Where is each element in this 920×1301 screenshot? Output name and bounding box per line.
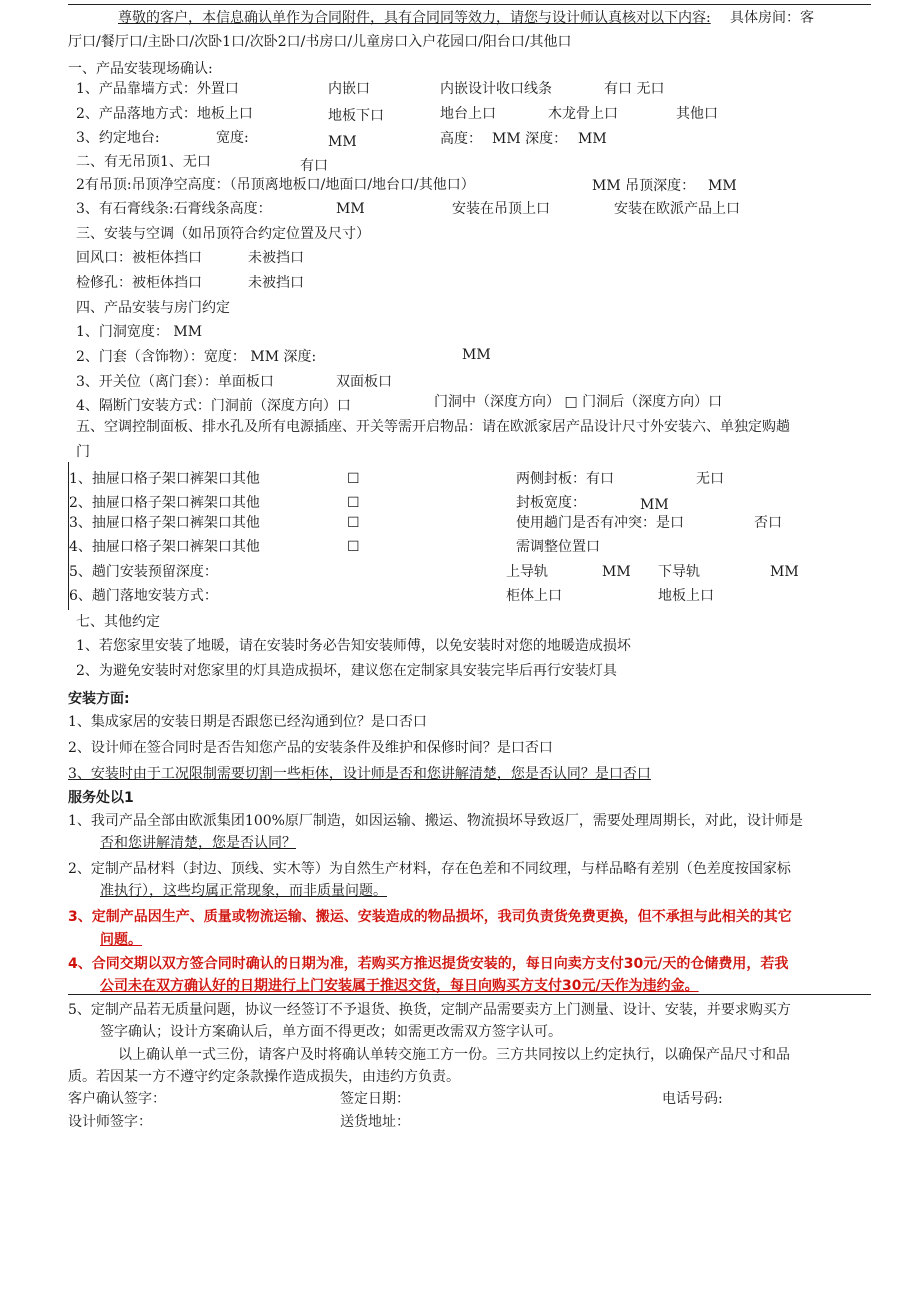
service-1b: 否和您讲解清楚，您是否认同？: [100, 835, 296, 851]
s4-r4-b: 门洞中（深度方向） □ 门洞后（深度方向）口: [434, 394, 723, 410]
s4-r4-a: 4、隔断门安装方式：门洞前（深度方向）口: [76, 398, 351, 414]
service-5a: 5、定制产品若无质量问题，协议一经签订不予退货、换货，定制产品需要卖方上门测量、设计、安装，并要求购买方: [68, 1002, 791, 1018]
service-4b: 公司未在双方确认好的日期进行上门安装属于推迟交货，每日向购买方支付30元/天作为违约金。: [100, 978, 699, 994]
s6-row5-e: MM: [770, 564, 799, 580]
s4-r3-b: 双面板口: [336, 374, 392, 390]
service-5b: 签字确认；设计方案确认后，单方面不得更改；如需更改需双方签字认可。: [100, 1024, 562, 1040]
delivery-address-label[interactable]: 送货地址：: [340, 1114, 410, 1130]
s6-row4-right: 需调整位置口: [516, 539, 600, 555]
s1-r2-a: 2、产品落地方式：地板上口: [76, 106, 253, 122]
intro-line1-underlined: 尊敬的客户，本信息确认单作为合同附件，具有合同同等效力，请您与设计师认真核对以下内容:: [118, 10, 711, 26]
s1-r3-a: 3、约定地台:: [76, 130, 160, 146]
s4-r2-a: 2、门套（含饰物）：宽度： MM 深度:: [76, 349, 317, 365]
s6-row4-box: ☐: [347, 539, 360, 555]
section2-heading: 二、有无吊顶1、无口: [76, 154, 211, 170]
intro-line1-rest: 具体房间：客: [730, 10, 814, 26]
install-heading: 安装方面:: [68, 691, 130, 707]
s6-row6-c: 地板上口: [658, 588, 714, 604]
s6-row1-left: 1、抽屉口格子架口裤架口其他: [69, 471, 260, 487]
service-2b: 准执行），这些均属正常现象，而非质量问题。: [100, 883, 387, 899]
section5-line1: 五、空调控制面板、排水孔及所有电源插座、开关等需开启物品：请在欧派家居产品设计尺寸外安装六、单独定购趟: [76, 419, 790, 435]
s3-r2-a: 检修孔：被柜体挡口: [76, 275, 202, 291]
s3-r1-a: 回风口：被柜体挡口: [76, 250, 202, 266]
s1-r3-e: MM 深度：: [492, 131, 568, 147]
s1-r2-e: 其他口: [676, 106, 718, 122]
top-rule: [68, 4, 871, 5]
s4-r1: 1、门洞宽度： MM: [76, 324, 203, 340]
service-divider: [68, 994, 871, 995]
s6-row1-box: ☐: [347, 471, 360, 487]
s6-row6-a: 6、趟门落地安装方式：: [69, 588, 218, 604]
s6-row5-a: 5、趟门安装预留深度：: [69, 564, 218, 580]
s2-r3-a: 3、有石膏线条:石膏线条高度：: [76, 201, 272, 217]
s6-row3-right: 使用趟门是否有冲突：是口: [516, 515, 684, 531]
s1-r3-b: 宽度:: [216, 130, 249, 146]
s6-row2-right2: MM: [640, 497, 669, 513]
s2-r3-d: 安装在欧派产品上口: [614, 201, 740, 217]
s2-r3-b: MM: [336, 201, 365, 217]
s2-r2-b: MM 吊顶深度：: [592, 178, 696, 194]
s1-r3-c: MM: [328, 134, 357, 150]
s1-r1-b: 内嵌口: [328, 81, 370, 97]
install-q2: 2、设计师在签合同时是否告知您产品的安装条件及维护和保修时间？是口否口: [68, 740, 553, 756]
s6-row2-left: 2、抽屉口格子架口裤架口其他: [69, 495, 260, 511]
s3-r1-b: 未被挡口: [248, 250, 304, 266]
phone-label[interactable]: 电话号码:: [662, 1091, 723, 1107]
sign-date-label[interactable]: 签定日期：: [340, 1091, 410, 1107]
s3-r2-b: 未被挡口: [248, 275, 304, 291]
install-q3: 3、安装时由于工况限制需要切割一些柜体，设计师是否和您讲解清楚，您是否认同？是口否口: [68, 766, 651, 782]
s1-r1-d: 有口 无口: [604, 81, 665, 97]
s6-row5-d: 下导轨: [658, 564, 700, 580]
s4-r2-b: MM: [462, 347, 491, 363]
s6-row5-c: MM: [602, 564, 631, 580]
s2-r2-a: 2有吊顶:吊顶净空高度：（吊顶离地板口/地面口/地台口/其他口）: [76, 177, 475, 193]
s6-row3-box: ☐: [347, 515, 360, 531]
s6-row4-left: 4、抽屉口格子架口裤架口其他: [69, 539, 260, 555]
s1-r2-b: 地板下口: [328, 108, 384, 124]
customer-signature-label[interactable]: 客户确认签字：: [68, 1091, 166, 1107]
service-4a: 4、合同交期以双方签合同时确认的日期为准，若购买方推迟提货安装的，每日向卖方支付30元/天的仓储费用，若我: [68, 956, 789, 972]
section4-heading: 四、产品安装与房门约定: [76, 300, 230, 316]
s6-row5-b: 上导轨: [506, 564, 548, 580]
s6-row3-right2: 否口: [754, 515, 782, 531]
s4-r3-a: 3、开关位（离门套）：单面板口: [76, 374, 274, 390]
closing-p2: 质。若因某一方不遵守约定条款操作造成损失，由违约方负责。: [68, 1069, 460, 1085]
service-3b: 问题。: [100, 932, 142, 948]
service-3a: 3、定制产品因生产、质量或物流运输、搬运、安装造成的物品损坏，我司负责货免费更换，但不承担与此相关的其它: [68, 909, 792, 925]
s1-r1-a: 1、产品靠墙方式：外置口: [76, 81, 239, 97]
s6-row1-right: 两侧封板：有口: [516, 471, 614, 487]
s1-r2-c: 地台上口: [440, 106, 496, 122]
s2-r3-c: 安装在吊顶上口: [452, 201, 550, 217]
section5-line2: 门: [76, 444, 90, 460]
service-heading: 服务处以1: [68, 790, 134, 806]
s7-r1: 1、若您家里安装了地暖，请在安装时务必告知安装师傅，以免安装时对您的地暖造成损坏: [76, 638, 631, 654]
service-2a: 2、定制产品材料（封边、顶线、实木等）为自然生产材料，存在色差和不同纹理，与样品略有差别（色差度按国家标: [68, 861, 791, 877]
s1-r2-d: 木龙骨上口: [548, 106, 618, 122]
designer-signature-label[interactable]: 设计师签字：: [68, 1114, 152, 1130]
s2-r2-c: MM: [708, 178, 737, 194]
s6-row1-right2: 无口: [696, 471, 724, 487]
section1-heading: 一、产品安装现场确认:: [68, 61, 213, 77]
section7-heading: 七、其他约定: [76, 614, 160, 630]
s6-row2-box: ☐: [347, 495, 360, 511]
install-q1: 1、集成家居的安装日期是否跟您已经沟通到位？是口否口: [68, 714, 427, 730]
s1-r3-f: MM: [578, 131, 607, 147]
s7-r2: 2、为避免安装时对您家里的灯具造成损坏，建议您在定制家具安装完毕后再行安装灯具: [76, 663, 617, 679]
section3-heading: 三、安装与空调（如吊顶符合约定位置及尺寸）: [76, 226, 370, 242]
s1-r3-d: 高度：: [440, 131, 482, 147]
s2-has-ceiling: 有口: [300, 158, 328, 174]
s6-row6-b: 柜体上口: [506, 588, 562, 604]
closing-p1: 以上确认单一式三份，请客户及时将确认单转交施工方一份。三方共同按以上约定执行，以确保产品尺寸和品: [118, 1047, 790, 1063]
service-1a: 1、我司产品全部由欧派集团100%原厂制造，如因运输、搬运、物流损坏导致返厂，需要处理周期长，对此，设计师是: [68, 813, 803, 829]
s1-r1-c: 内嵌设计收口线条: [440, 81, 552, 97]
s6-row2-right: 封板宽度：: [516, 495, 586, 511]
intro-room-options: 厅口/餐厅口/主卧口/次卧1口/次卧2口/书房口/儿童房口入户花园口/阳台口/其他口: [68, 34, 572, 50]
s6-row3-left: 3、抽屉口格子架口裤架口其他: [69, 515, 260, 531]
